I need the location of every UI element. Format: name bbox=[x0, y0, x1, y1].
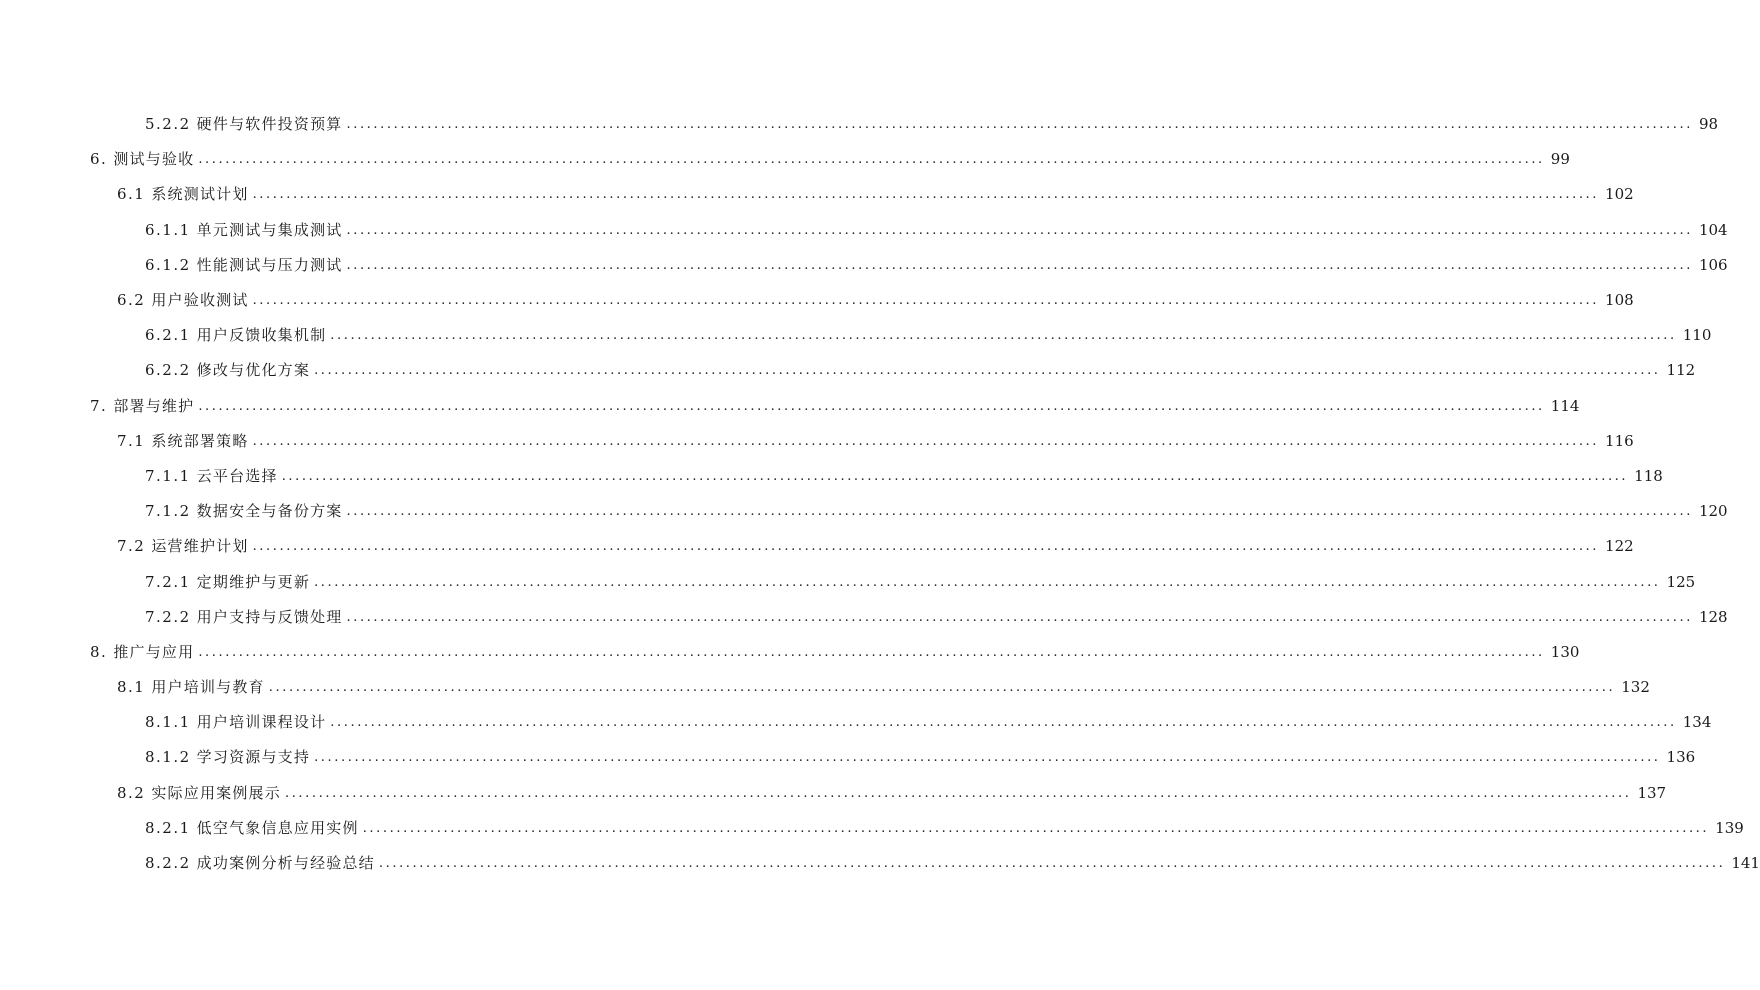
toc-entry-title: 云平台选择 bbox=[196, 466, 278, 485]
toc-entry-title: 定期维护与更新 bbox=[196, 572, 311, 591]
toc-entry-number: 7.1 bbox=[117, 431, 146, 450]
toc-entry-number: 8.2 bbox=[117, 783, 146, 802]
toc-entry-number: 6.1 bbox=[117, 185, 146, 204]
toc-entry-title: 用户验收测试 bbox=[151, 291, 249, 310]
toc-entry[interactable] bbox=[0, 670, 1650, 705]
toc-entry-number: 6.1.2 bbox=[145, 255, 191, 274]
toc-entry-title: 系统测试计划 bbox=[151, 185, 249, 204]
toc-dot-leader: ........................................................................................................................................................................................................ bbox=[268, 680, 1616, 696]
toc-dot-leader: ........................................................................................................................................................................................................ bbox=[198, 152, 1545, 168]
toc-dot-leader: ........................................................................................................................................................................................................ bbox=[252, 293, 1600, 309]
toc-entry[interactable] bbox=[0, 776, 1667, 811]
toc-entry-page-number: 108 bbox=[1605, 291, 1634, 310]
toc-entry-number: 6. bbox=[90, 150, 108, 169]
toc-entry-title: 性能测试与压力测试 bbox=[196, 255, 343, 274]
toc-dot-leader: ........................................................................................................................................................................................................ bbox=[346, 257, 1693, 273]
toc-entry-page-number: 137 bbox=[1637, 783, 1667, 802]
toc-dot-leader: ........................................................................................................................................................................................................ bbox=[314, 750, 1661, 766]
toc-entry-number: 8.2.2 bbox=[145, 854, 191, 873]
table-of-contents bbox=[0, 107, 1760, 881]
toc-entry-title: 用户培训与教育 bbox=[151, 678, 265, 697]
toc-entry[interactable] bbox=[0, 107, 1719, 142]
toc-entry-page-number: 112 bbox=[1666, 361, 1696, 380]
toc-entry-page-number: 125 bbox=[1666, 572, 1696, 591]
toc-entry[interactable] bbox=[0, 564, 1696, 599]
toc-entry-page-number: 118 bbox=[1634, 466, 1663, 485]
toc-dot-leader: ........................................................................................................................................................................................................ bbox=[314, 363, 1661, 379]
toc-entry[interactable] bbox=[0, 318, 1712, 353]
toc-entry[interactable] bbox=[0, 389, 1580, 424]
toc-entry-page-number: 102 bbox=[1605, 185, 1634, 204]
toc-entry-title: 成功案例分析与经验总结 bbox=[196, 854, 375, 873]
toc-dot-leader: ........................................................................................................................................................................................................ bbox=[346, 504, 1693, 520]
toc-entry-page-number: 122 bbox=[1605, 537, 1634, 556]
toc-entry-number: 8.2.1 bbox=[145, 818, 191, 837]
toc-entry-title: 硬件与软件投资预算 bbox=[196, 115, 343, 134]
toc-entry-page-number: 139 bbox=[1715, 818, 1744, 837]
toc-entry[interactable] bbox=[0, 846, 1760, 881]
toc-entry-page-number: 110 bbox=[1682, 326, 1712, 345]
toc-dot-leader: ........................................................................................................................................................................................................ bbox=[252, 539, 1600, 555]
toc-entry[interactable] bbox=[0, 424, 1634, 459]
toc-entry-title: 学习资源与支持 bbox=[196, 748, 311, 767]
toc-entry-title: 低空气象信息应用实例 bbox=[196, 818, 359, 837]
toc-entry[interactable] bbox=[0, 177, 1634, 212]
toc-entry-number: 8. bbox=[90, 642, 108, 661]
toc-entry-number: 8.1 bbox=[117, 678, 146, 697]
toc-dot-leader: ........................................................................................................................................................................................................ bbox=[346, 117, 1693, 133]
toc-dot-leader: ........................................................................................................................................................................................................ bbox=[378, 856, 1726, 872]
toc-entry-number: 7.2.2 bbox=[145, 607, 191, 626]
toc-entry-page-number: 106 bbox=[1698, 255, 1728, 274]
toc-entry-title: 单元测试与集成测试 bbox=[196, 220, 343, 239]
toc-dot-leader: ........................................................................................................................................................................................................ bbox=[281, 468, 1629, 484]
toc-entry-title: 推广与应用 bbox=[113, 642, 195, 661]
toc-entry-page-number: 128 bbox=[1698, 607, 1728, 626]
toc-entry-title: 运营维护计划 bbox=[151, 537, 249, 556]
toc-entry-title: 部署与维护 bbox=[113, 396, 195, 415]
toc-entry-page-number: 120 bbox=[1698, 502, 1728, 521]
toc-entry-title: 修改与优化方案 bbox=[196, 361, 311, 380]
toc-entry-number: 6.2.1 bbox=[145, 326, 191, 345]
toc-entry[interactable] bbox=[0, 459, 1663, 494]
toc-entry-page-number: 136 bbox=[1666, 748, 1696, 767]
toc-dot-leader: ........................................................................................................................................................................................................ bbox=[346, 222, 1693, 238]
toc-entry[interactable] bbox=[0, 635, 1580, 670]
toc-dot-leader: ........................................................................................................................................................................................................ bbox=[252, 433, 1600, 449]
toc-entry-page-number: 104 bbox=[1698, 220, 1728, 239]
toc-dot-leader: ........................................................................................................................................................................................................ bbox=[198, 644, 1545, 660]
toc-entry-title: 用户培训课程设计 bbox=[196, 713, 327, 732]
toc-dot-leader: ........................................................................................................................................................................................................ bbox=[362, 820, 1710, 836]
toc-entry-title: 数据安全与备份方案 bbox=[196, 502, 343, 521]
toc-entry-number: 7.1.2 bbox=[145, 502, 191, 521]
toc-entry[interactable] bbox=[0, 529, 1634, 564]
toc-entry-number: 6.2.2 bbox=[145, 361, 191, 380]
toc-entry[interactable] bbox=[0, 740, 1696, 775]
toc-dot-leader: ........................................................................................................................................................................................................ bbox=[198, 398, 1545, 414]
toc-entry-page-number: 134 bbox=[1682, 713, 1712, 732]
toc-entry-page-number: 130 bbox=[1550, 642, 1580, 661]
toc-entry-page-number: 116 bbox=[1605, 431, 1634, 450]
toc-entry[interactable] bbox=[0, 248, 1728, 283]
toc-entry-number: 7.2 bbox=[117, 537, 146, 556]
toc-dot-leader: ........................................................................................................................................................................................................ bbox=[314, 574, 1661, 590]
toc-entry-page-number: 114 bbox=[1550, 396, 1580, 415]
toc-entry-page-number: 99 bbox=[1550, 150, 1570, 169]
toc-entry-title: 系统部署策略 bbox=[151, 431, 249, 450]
toc-entry[interactable] bbox=[0, 142, 1570, 177]
toc-entry-page-number: 141 bbox=[1731, 854, 1760, 873]
toc-entry[interactable] bbox=[0, 353, 1696, 388]
toc-entry-number: 7. bbox=[90, 396, 108, 415]
toc-entry-number: 7.2.1 bbox=[145, 572, 191, 591]
toc-entry[interactable] bbox=[0, 494, 1728, 529]
toc-entry-number: 6.1.1 bbox=[145, 220, 191, 239]
toc-entry-number: 5.2.2 bbox=[145, 115, 191, 134]
toc-dot-leader: ........................................................................................................................................................................................................ bbox=[284, 785, 1632, 801]
toc-entry-page-number: 98 bbox=[1698, 115, 1719, 134]
toc-dot-leader: ........................................................................................................................................................................................................ bbox=[252, 187, 1600, 203]
toc-entry[interactable] bbox=[0, 283, 1634, 318]
toc-entry-title: 实际应用案例展示 bbox=[151, 783, 281, 802]
toc-dot-leader: ........................................................................................................................................................................................................ bbox=[330, 328, 1677, 344]
toc-entry-number: 8.1.2 bbox=[145, 748, 191, 767]
toc-entry-number: 8.1.1 bbox=[145, 713, 191, 732]
toc-entry[interactable] bbox=[0, 705, 1712, 740]
toc-entry-page-number: 132 bbox=[1621, 678, 1650, 697]
toc-entry-title: 测试与验收 bbox=[113, 150, 195, 169]
toc-entry-title: 用户支持与反馈处理 bbox=[196, 607, 343, 626]
toc-entry[interactable] bbox=[0, 600, 1728, 635]
toc-entry-number: 7.1.1 bbox=[145, 466, 191, 485]
toc-entry-title: 用户反馈收集机制 bbox=[196, 326, 327, 345]
toc-entry[interactable] bbox=[0, 213, 1728, 248]
toc-entry[interactable] bbox=[0, 811, 1744, 846]
toc-entry-number: 6.2 bbox=[117, 291, 146, 310]
toc-dot-leader: ........................................................................................................................................................................................................ bbox=[346, 609, 1693, 625]
toc-dot-leader: ........................................................................................................................................................................................................ bbox=[330, 715, 1677, 731]
